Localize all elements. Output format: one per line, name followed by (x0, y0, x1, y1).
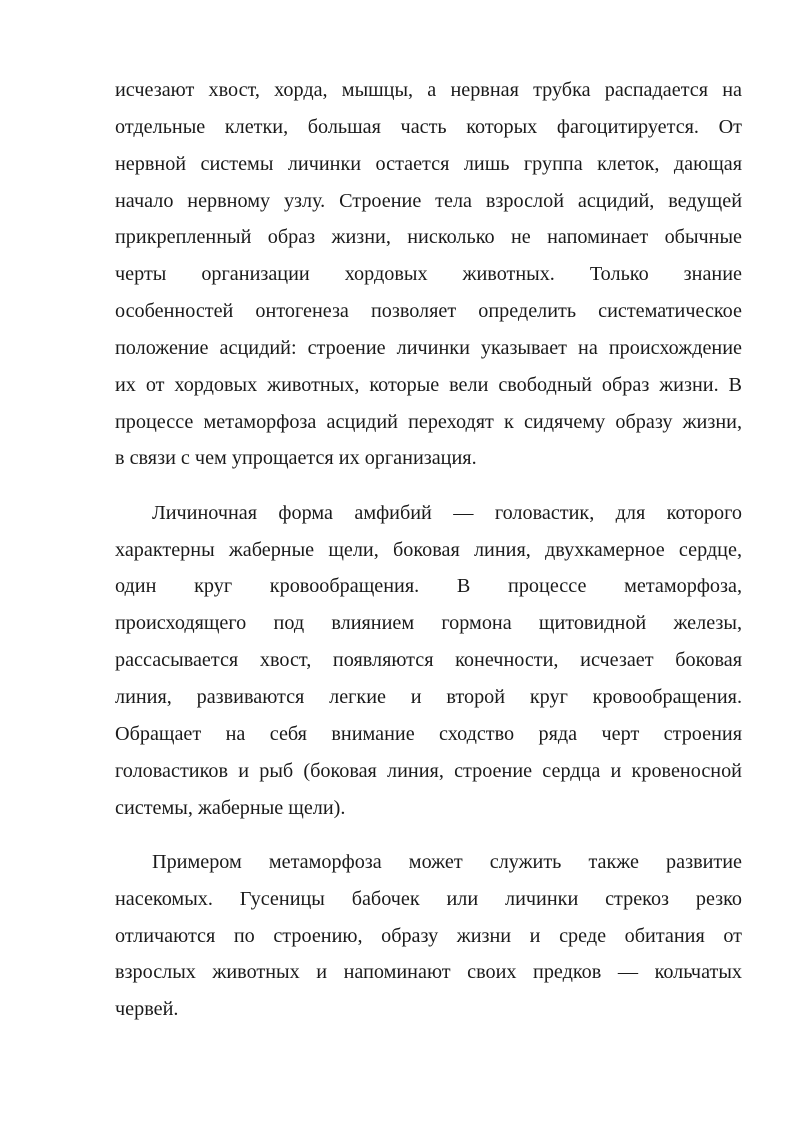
paragraph-spacing (115, 826, 742, 844)
text-line: один круг кровообращения. В процессе метаморфоза, (115, 575, 742, 598)
paragraph-ascidian-metamorphosis (115, 72, 742, 477)
text-line: происходящего под влиянием гормона щитовидной железы, (115, 612, 742, 635)
text-line: Обращает на себя внимание сходство ряда черт строения (115, 722, 742, 745)
text-line: процессе метаморфоза асцидий переходят к сидячему образу жизни, (115, 410, 742, 433)
text-line: особенностей онтогенеза позволяет определить систематическое (115, 300, 742, 323)
text-line: насекомых. Гусеницы бабочек или личинки стрекоз резко (115, 887, 742, 910)
text-line: черты организации хордовых животных. Только знание (115, 263, 742, 286)
text-line: исчезают хвост, хорда, мышцы, а нервная трубка распадается на (115, 79, 742, 101)
text-line: взрослых животных и напоминают своих предков — кольчатых (115, 961, 742, 984)
document-page (115, 72, 742, 1028)
text-line: Личиночная форма амфибий — головастик, для которого (152, 501, 742, 524)
text-line: отличаются по строению, образу жизни и среде обитания от (115, 924, 742, 947)
text-line: нервной системы личинки остается лишь группа клеток, дающая (115, 152, 742, 175)
paragraph-amphibian-metamorphosis (115, 495, 742, 827)
text-line: характерны жаберные щели, боковая линия, двухкамерное сердце, (115, 538, 742, 561)
text-line: положение асцидий: строение личинки указывает на происхождение (115, 336, 742, 359)
text-line: линия, развиваются легкие и второй круг кровообращения. (115, 686, 742, 708)
paragraph-spacing (115, 477, 742, 495)
text-line: прикрепленный образ жизни, нисколько не напоминает обычные (115, 226, 742, 249)
text-line: их от хордовых животных, которые вели свободный образ жизни. В (115, 373, 742, 396)
text-line: в связи с чем упрощается их организация. (115, 447, 477, 470)
text-line: системы, жаберные щели). (115, 796, 346, 819)
text-line: червей. (115, 998, 179, 1021)
paragraph-insect-metamorphosis (115, 844, 742, 1028)
text-line: отдельные клетки, большая часть которых фагоцитируется. От (115, 115, 742, 138)
text-line: головастиков и рыб (боковая линия, строение сердца и кровеносной (115, 759, 742, 782)
text-line: рассасывается хвост, появляются конечности, исчезает боковая (115, 649, 742, 672)
text-line: Примером метаморфоза может служить также развитие (152, 850, 742, 873)
text-line: начало нервному узлу. Строение тела взрослой асцидий, ведущей (115, 189, 742, 212)
